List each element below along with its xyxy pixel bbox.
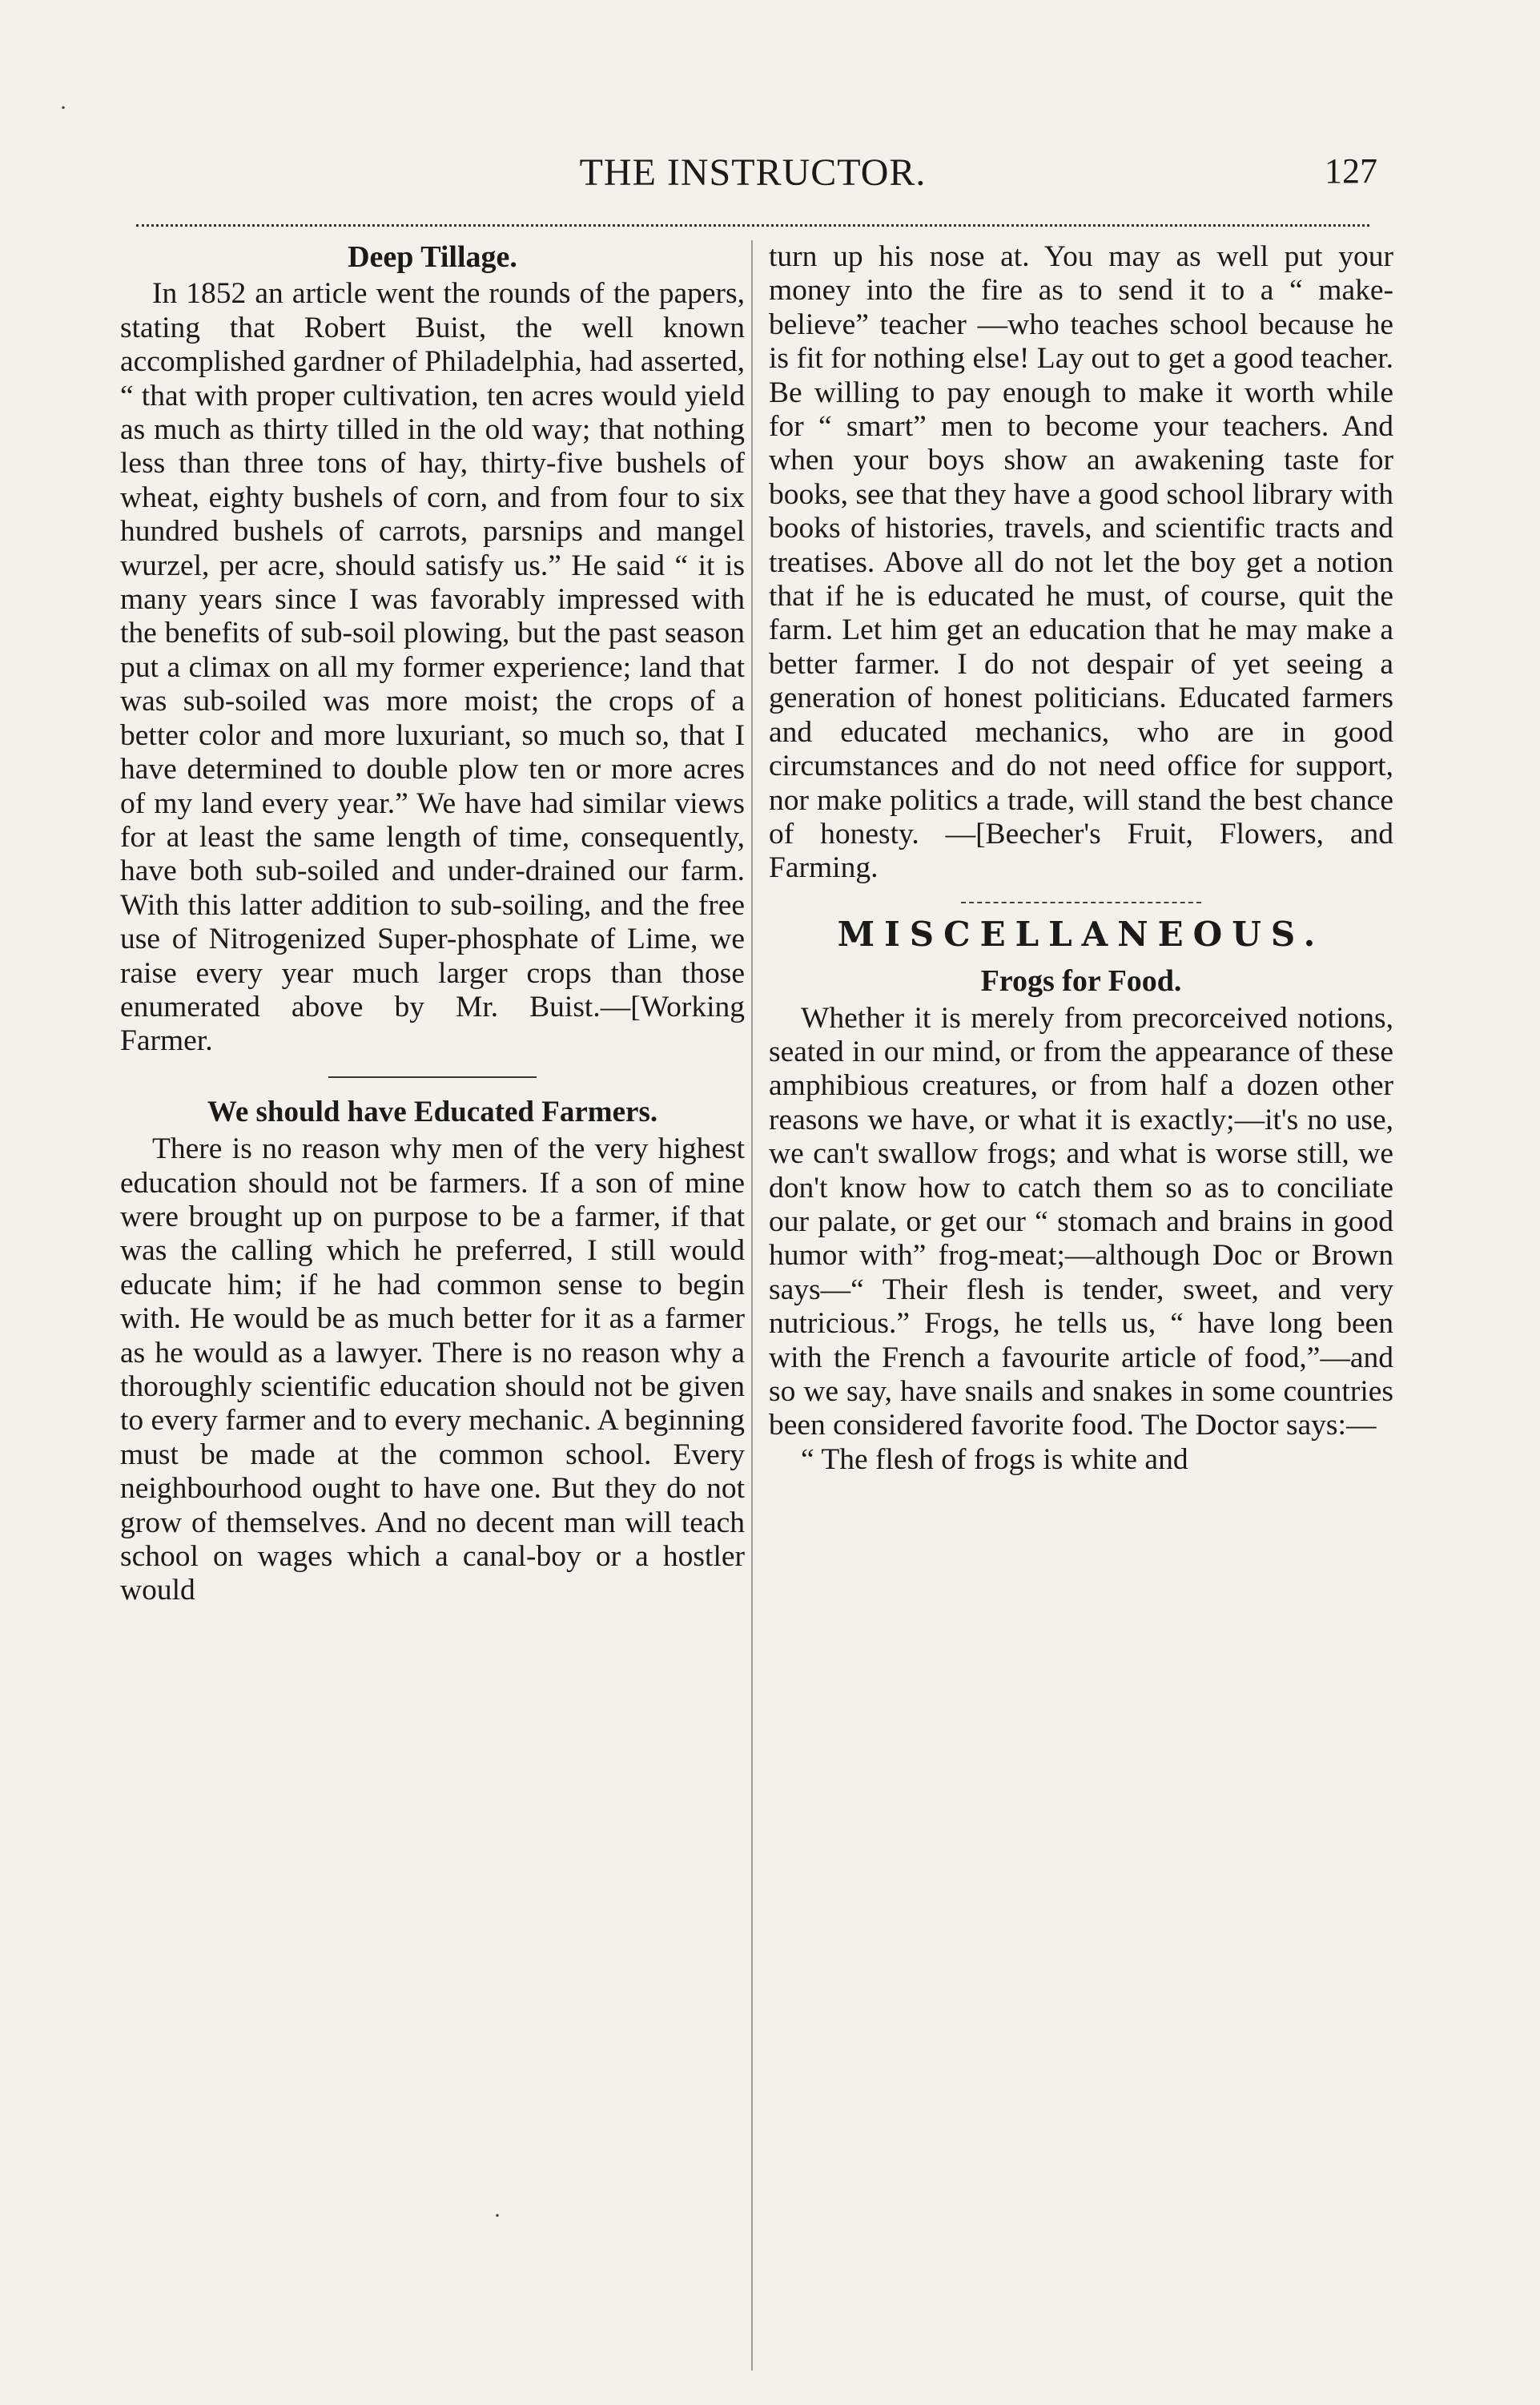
article-paragraph: “ The flesh of frogs is white and: [801, 1442, 1188, 1476]
section-heading: MISCELLANEOUS.: [837, 914, 1325, 954]
column-divider: [751, 240, 753, 2371]
header-rule: [136, 224, 1369, 231]
article-paragraph: Whether it is merely from precorceived notions, seated in our mind, or from the appearance of these amphibious creatures, or from half a dozen other reasons we have, or what it is exactly;—it's no use, we can't swallow frogs; and what is worse still, we don't know how to catch them so as to conciliate our palate, or get our “ stomach and brains in good humor with” frog-meat;—although Doc or Brown says—“ Their flesh is tender, sweet, and very nutricious.” Frogs, he tells us, “ have long been with the French a favourite article of food,”—and so we say, have snails and snakes in some countries been considered favorite food. The Doctor says:—: [769, 1001, 1393, 1442]
article-title-educated-farmers: We should have Educated Farmers.: [207, 1095, 658, 1128]
article-paragraph: There is no reason why men of the very highest education should not be farmers. If a son of mine were brought up on purpose to be a farmer, if that was the calling which he preferred, I still would educate him; if he had common sense to begin with. He would be as much better for it as a farmer as he would as a lawyer. There is no reason why a thoroughly scientific education should not be given to every farmer and to every mechanic. A beginning must be made at the common school. Every neighbourhood ought to have one. But they do not grow of themselves. And no decent man will teach school on wages which a canal-boy or a hostler would: [120, 1132, 745, 1607]
page-number: 127: [1325, 151, 1377, 191]
article-title-deep-tillage: Deep Tillage.: [348, 240, 517, 274]
left-column: [120, 240, 745, 1608]
stray-mark: ·: [59, 95, 67, 121]
article-title-frogs-for-food: Frogs for Food.: [980, 964, 1182, 999]
article-paragraph: In 1852 an article went the rounds of the papers, stating that Robert Buist, the well known accomplished gardner of Philadelphia, had asserted, “ that with proper cultivation, ten acres would yield as much as thirty tilled in the old way; that nothing less than three tons of hay, thirty-five bushels of wheat, eighty bushels of corn, and from four to six hundred bushels of carrots, parsnips and mangel wurzel, per acre, should satisfy us.” He said “ it is many years since I was favorably impressed with the benefits of sub-soil plowing, but the past season put a climax on all my former experience; land that was sub-soiled was more moist; the crops of a better color and more luxuriant, so much so, that I have determined to double plow ten or more acres of my land every year.” We have had similar views for at least the same length of time, consequently, have both sub-soiled and under-drained our farm. With this latter addition to sub-soiling, and the free use of Nitrogenized Super-phosphate of Lime, we raise every year much larger crops than those enumerated above by Mr. Buist.—[Working Farmer.: [120, 277, 745, 1058]
section-separator: [961, 902, 1201, 903]
stray-mark: ·: [493, 2202, 501, 2229]
running-title: THE INSTRUCTOR.: [579, 151, 927, 194]
right-column: [769, 240, 1393, 1477]
article-separator: [328, 1076, 537, 1078]
article-continuation: turn up his nose at. You may as well put your money into the fire as to send it to a “ make-believe” teacher —who teaches school because he is fit for nothing else! Lay out to get a good teacher. Be willing to pay enough to make it worth while for “ smart” men to become your teachers. And when your boys show an awakening taste for books, see that they have a good school library with books of histories, travels, and scientific tracts and treatises. Above all do not let the boy get a notion that if he is educated he must, of course, quit the farm. Let him get an education that he may make a better farmer. I do not despair of yet seeing a generation of honest politicians. Educated farmers and educated mechanics, who are in good circumstances and do not need office for support, nor make politics a trade, will stand the best chance of honesty. —[Beecher's Fruit, Flowers, and Farming.: [769, 240, 1393, 885]
page-header: [128, 151, 1377, 207]
